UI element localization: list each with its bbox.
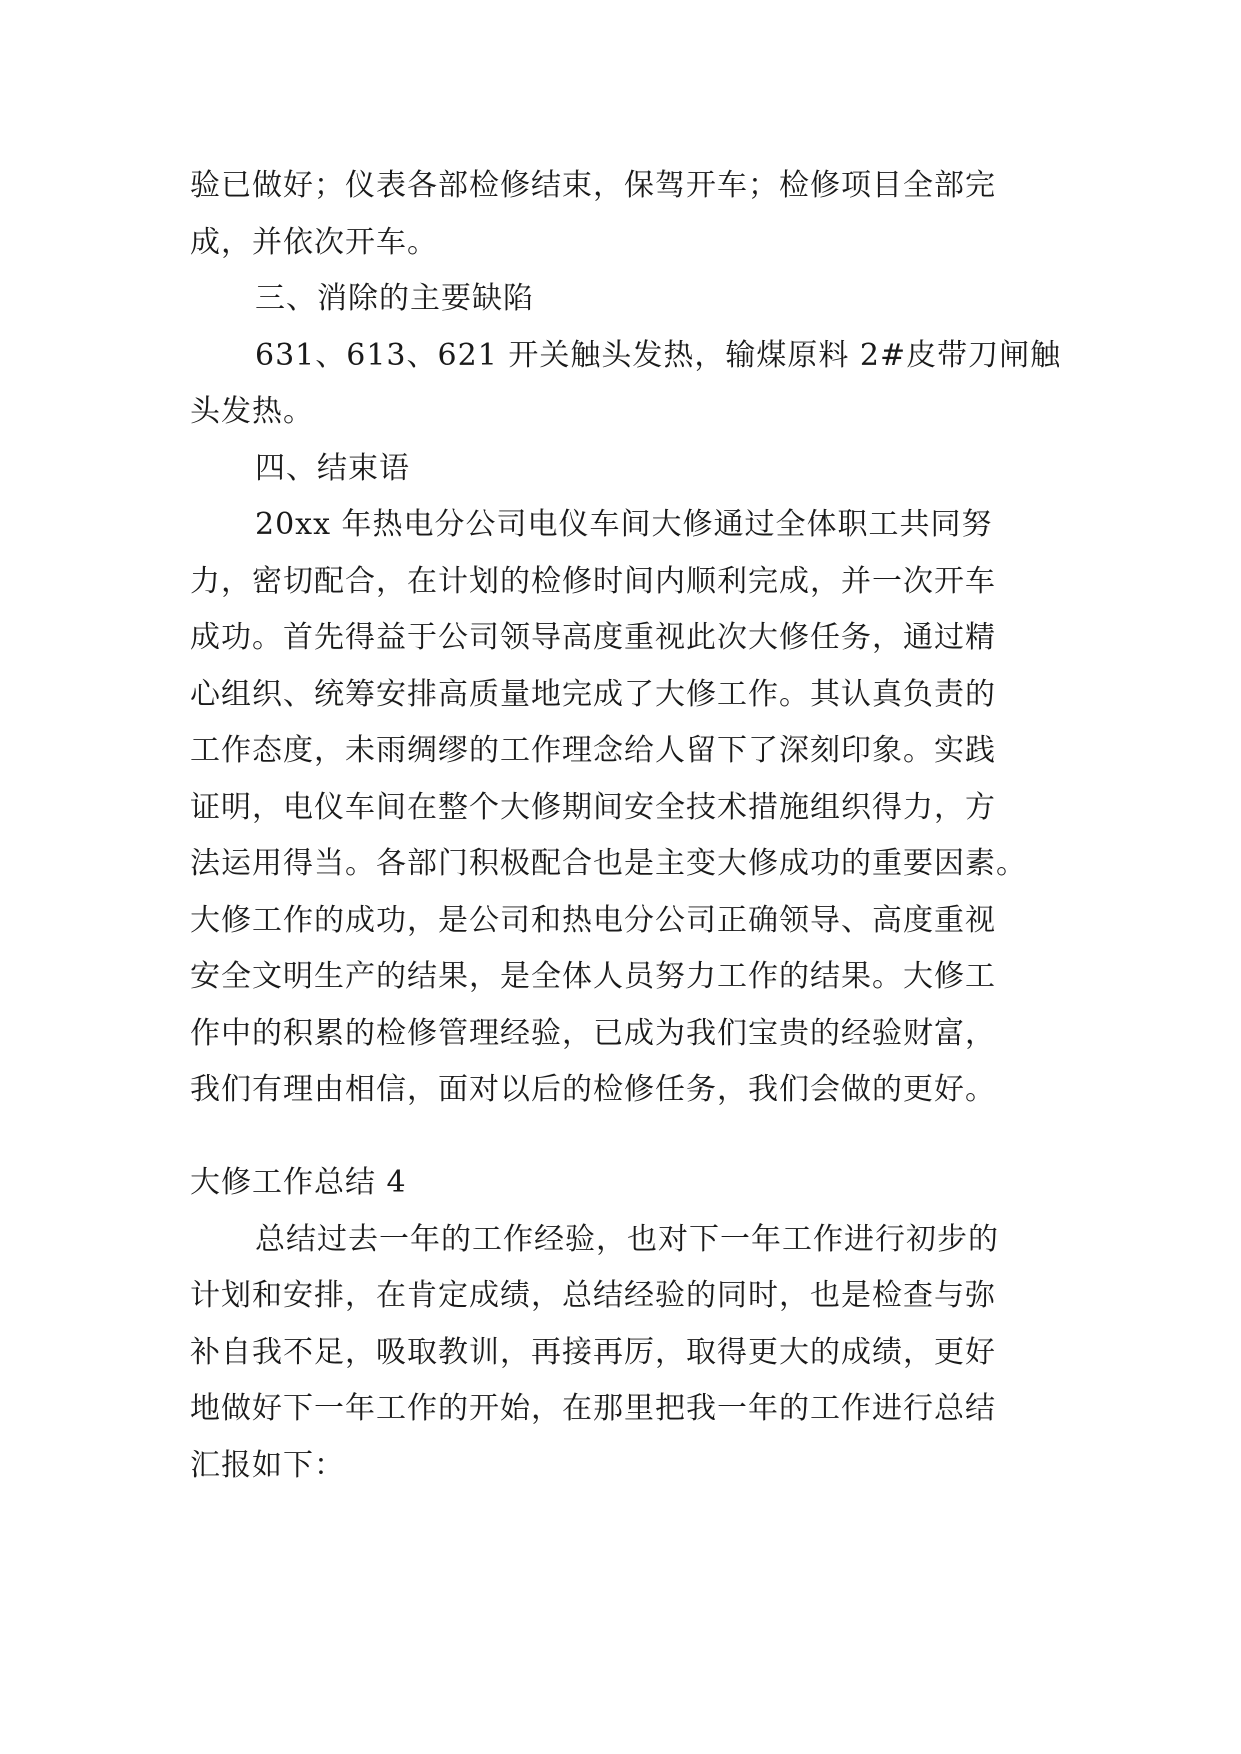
body-text-line: 地做好下一年工作的开始，在那里把我一年的工作进行总结 xyxy=(190,1391,996,1426)
body-text-line: 验已做好；仪表各部检修结束，保驾开车；检修项目全部完 xyxy=(190,168,996,203)
body-text-line: 安全文明生产的结果，是全体人员努力工作的结果。大修工 xyxy=(190,959,996,994)
body-text-line: 计划和安排，在肯定成绩，总结经验的同时，也是检查与弥 xyxy=(190,1278,996,1313)
body-text-line: 总结过去一年的工作经验，也对下一年工作进行初步的 xyxy=(255,1222,999,1257)
body-text-line: 头发热。 xyxy=(190,394,314,429)
body-text-line: 作中的积累的检修管理经验，已成为我们宝贵的经验财富， xyxy=(190,1016,996,1051)
body-text-line: 大修工作的成功，是公司和热电分公司正确领导、高度重视 xyxy=(190,903,996,938)
section-heading: 四、结束语 xyxy=(255,451,410,486)
body-text-line: 力，密切配合，在计划的检修时间内顺利完成，并一次开车 xyxy=(190,564,996,599)
body-text-line: 20xx 年热电分公司电仪车间大修通过全体职工共同努 xyxy=(255,507,993,542)
body-text-line: 工作态度，未雨绸缪的工作理念给人留下了深刻印象。实践 xyxy=(190,733,996,768)
body-text-line: 法运用得当。各部门积极配合也是主变大修成功的重要因素。 xyxy=(190,846,1027,881)
body-text-line: 成功。首先得益于公司领导高度重视此次大修任务，通过精 xyxy=(190,620,996,655)
document-title: 大修工作总结 4 xyxy=(190,1165,407,1200)
body-text-line: 补自我不足，吸取教训，再接再厉，取得更大的成绩，更好 xyxy=(190,1335,996,1370)
body-text-line: 631、613、621 开关触头发热，输煤原料 2#皮带刀闸触 xyxy=(255,338,1062,373)
body-text-line: 成，并依次开车。 xyxy=(190,225,438,260)
section-heading: 三、消除的主要缺陷 xyxy=(255,281,534,316)
body-text-line: 心组织、统筹安排高质量地完成了大修工作。其认真负责的 xyxy=(190,677,996,712)
body-text-line: 我们有理由相信，面对以后的检修任务，我们会做的更好。 xyxy=(190,1072,996,1107)
body-text-line: 汇报如下： xyxy=(190,1448,345,1483)
body-text-line: 证明，电仪车间在整个大修期间安全技术措施组织得力，方 xyxy=(190,790,996,825)
